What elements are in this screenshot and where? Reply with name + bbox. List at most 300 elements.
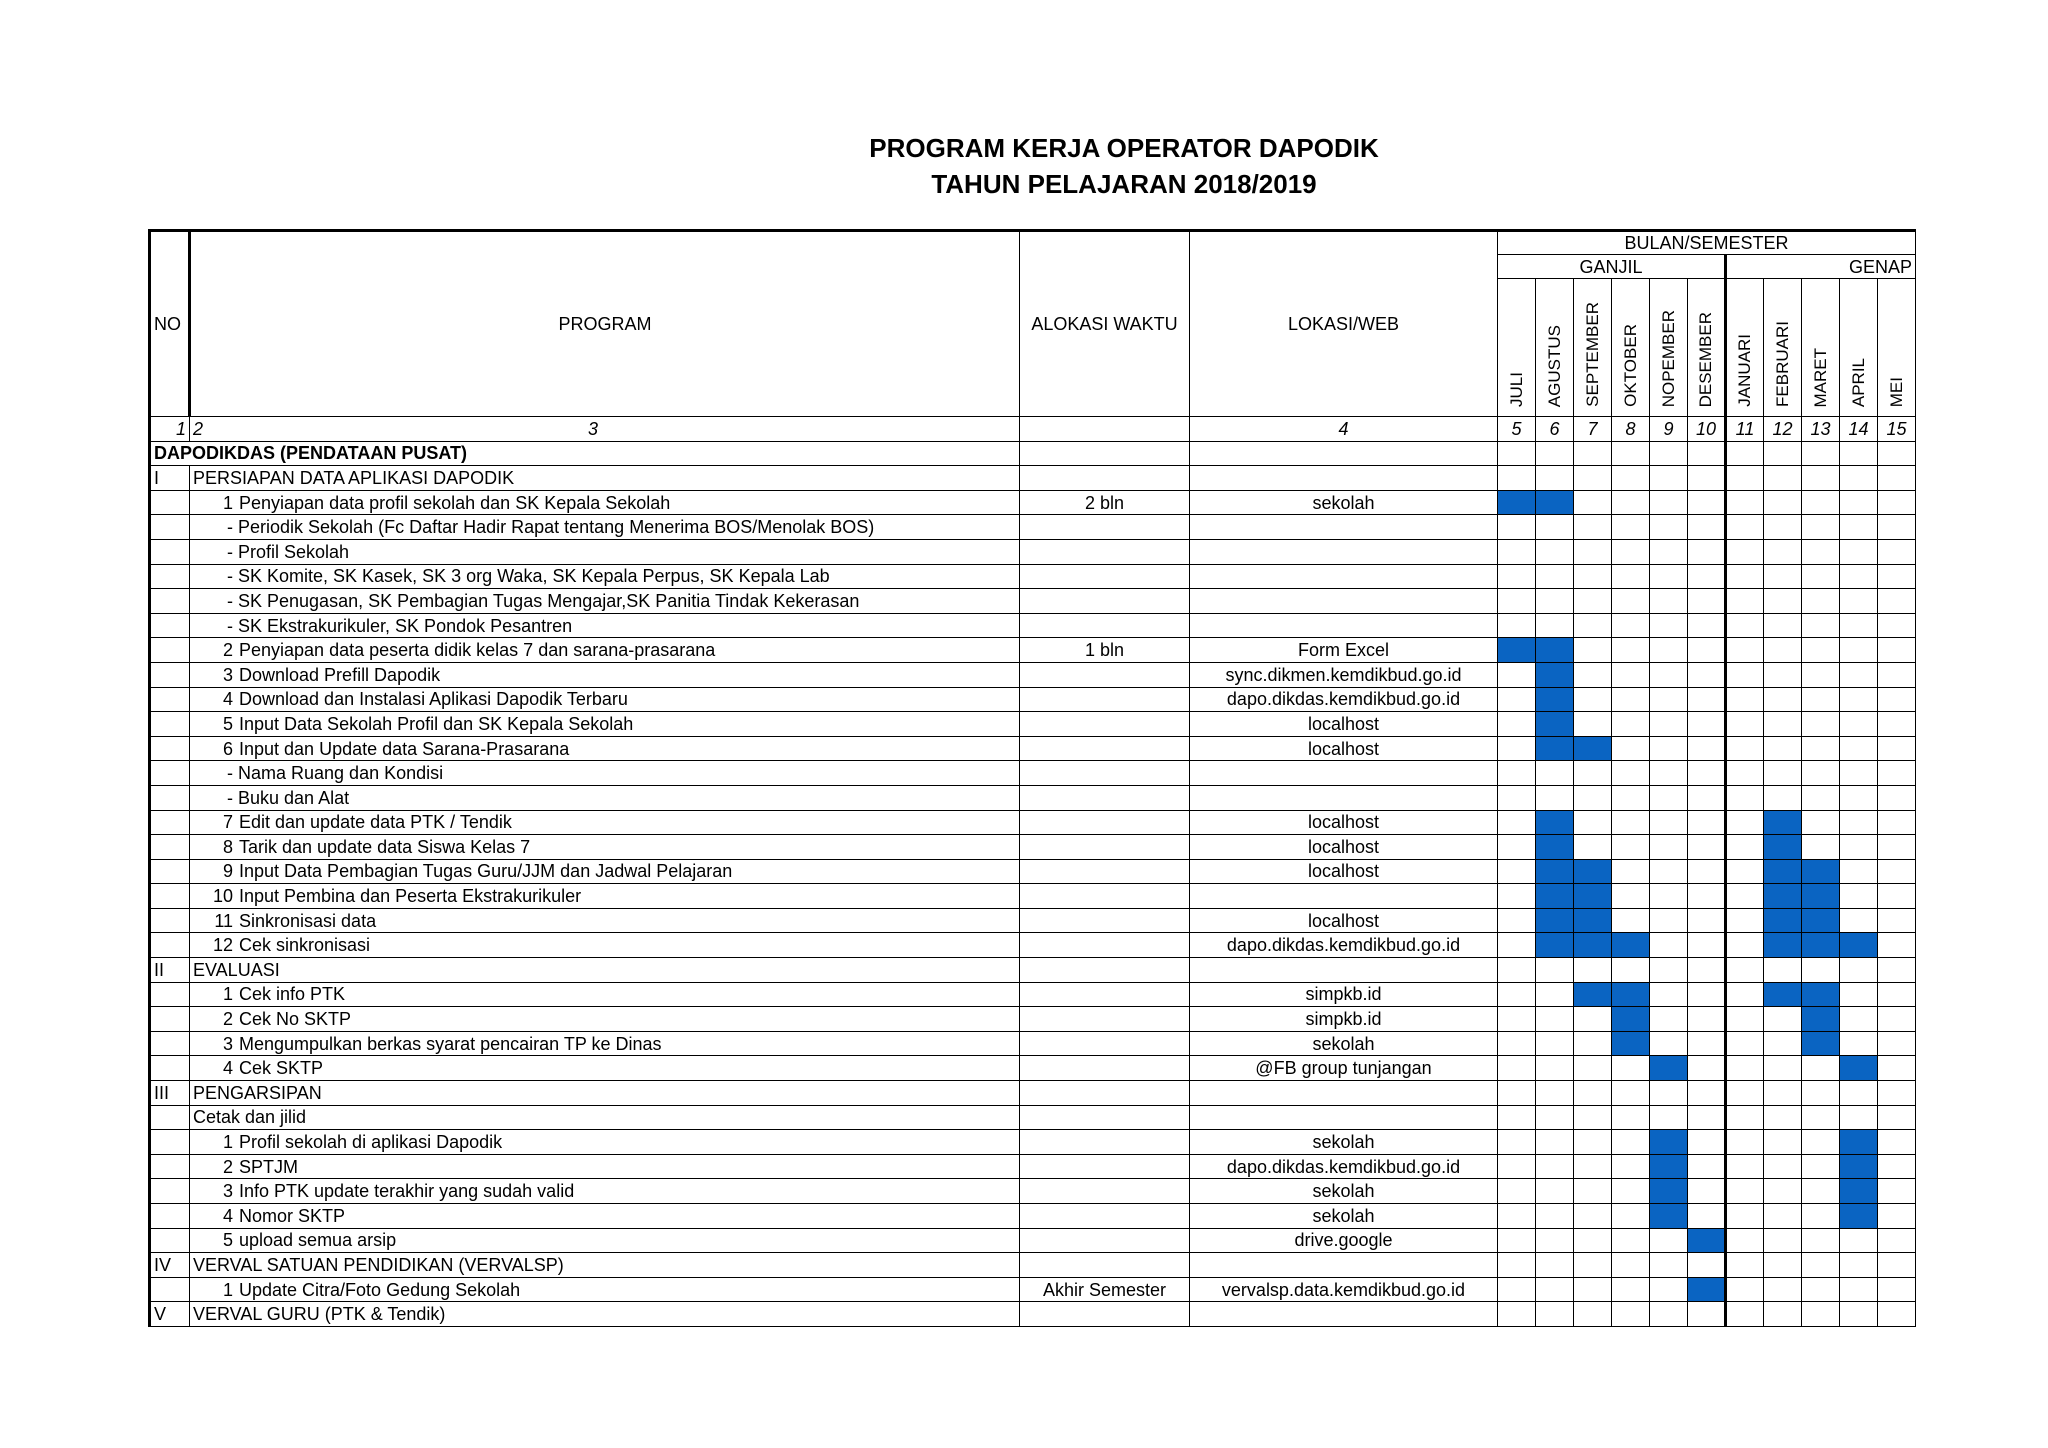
schedule-cell: [1650, 564, 1688, 589]
row-program: [190, 687, 1020, 712]
schedule-cell: [1536, 1277, 1574, 1302]
schedule-cell: [1840, 515, 1878, 540]
month-label: OKTOBER: [1620, 324, 1640, 407]
schedule-cell: [1802, 1056, 1840, 1081]
schedule-cell: [1726, 466, 1764, 491]
sub-item-text: - Periodik Sekolah (Fc Daftar Hadir Rapat tentang Menerima BOS/Menolak BOS): [227, 517, 875, 538]
schedule-cell: [1650, 908, 1688, 933]
schedule-cell: [1726, 1253, 1764, 1278]
schedule-cell: [1612, 687, 1650, 712]
row-alokasi-waktu: [1020, 785, 1190, 810]
row-no: [150, 564, 190, 589]
schedule-cell: [1574, 564, 1612, 589]
schedule-cell: [1878, 1302, 1916, 1327]
schedule-cell: [1498, 662, 1536, 687]
row-program: [190, 1302, 1020, 1327]
item-number: 6: [222, 738, 233, 759]
row-alokasi-waktu: [1020, 441, 1190, 466]
schedule-cell-active: [1650, 1130, 1688, 1155]
schedule-cell-active: [1574, 933, 1612, 958]
table-row: [150, 933, 1916, 958]
row-lokasi-web: [1190, 1081, 1498, 1106]
schedule-cell: [1688, 859, 1726, 884]
row-alokasi-waktu: [1020, 687, 1190, 712]
schedule-cell: [1726, 1130, 1764, 1155]
schedule-cell: [1802, 1105, 1840, 1130]
row-lokasi-web: localhost: [1190, 859, 1498, 884]
schedule-cell: [1688, 539, 1726, 564]
table-row: [150, 638, 1916, 663]
item-number: 5: [222, 1230, 233, 1251]
table-row: [150, 761, 1916, 786]
schedule-cell: [1878, 1277, 1916, 1302]
table-row: [150, 490, 1916, 515]
schedule-cell: [1840, 1081, 1878, 1106]
schedule-cell: [1498, 1056, 1536, 1081]
month-label: JANUARI: [1735, 334, 1754, 407]
col-number-program: [190, 417, 1020, 442]
schedule-cell: [1536, 1056, 1574, 1081]
table-row: [150, 441, 1916, 466]
table-row: [150, 539, 1916, 564]
schedule-cell: [1498, 884, 1536, 909]
schedule-cell-active: [1688, 1228, 1726, 1253]
table-row: [150, 736, 1916, 761]
schedule-cell: [1726, 1081, 1764, 1106]
row-alokasi-waktu: [1020, 662, 1190, 687]
schedule-cell-active: [1802, 982, 1840, 1007]
row-program: [190, 1081, 1020, 1106]
row-lokasi-web: vervalsp.data.kemdikbud.go.id: [1190, 1277, 1498, 1302]
row-no: [150, 761, 190, 786]
schedule-cell: [1574, 712, 1612, 737]
schedule-cell: [1878, 662, 1916, 687]
schedule-cell: [1650, 1007, 1688, 1032]
row-program: [190, 982, 1020, 1007]
schedule-cell: [1840, 1228, 1878, 1253]
table-row: [150, 662, 1916, 687]
schedule-cell: [1612, 490, 1650, 515]
table-row: [150, 1007, 1916, 1032]
schedule-cell: [1612, 1228, 1650, 1253]
schedule-cell: [1650, 958, 1688, 983]
schedule-cell: [1574, 1056, 1612, 1081]
schedule-cell: [1726, 859, 1764, 884]
item-text: upload semua arsip: [239, 1230, 397, 1251]
schedule-cell: [1802, 564, 1840, 589]
schedule-cell-active: [1802, 908, 1840, 933]
schedule-cell: [1688, 835, 1726, 860]
schedule-cell: [1840, 908, 1878, 933]
schedule-cell: [1764, 1081, 1802, 1106]
schedule-cell: [1688, 958, 1726, 983]
item-text: Cek No SKTP: [239, 1009, 352, 1030]
schedule-cell: [1764, 1130, 1802, 1155]
schedule-cell: [1612, 539, 1650, 564]
schedule-cell: [1498, 1228, 1536, 1253]
schedule-cell-active: [1840, 1130, 1878, 1155]
program-table: [148, 229, 1916, 1327]
row-no: [150, 539, 190, 564]
schedule-cell: [1878, 761, 1916, 786]
row-no: [150, 1031, 190, 1056]
month-label: SEPTEMBER: [1582, 302, 1602, 407]
table-row: [150, 1228, 1916, 1253]
schedule-cell: [1802, 1130, 1840, 1155]
col-number-no: 1: [150, 417, 190, 442]
schedule-cell: [1498, 908, 1536, 933]
item-text: Edit dan update data PTK / Tendik: [239, 812, 512, 833]
schedule-cell: [1726, 490, 1764, 515]
schedule-cell: [1802, 589, 1840, 614]
row-lokasi-web: dapo.dikdas.kemdikbud.go.id: [1190, 1154, 1498, 1179]
schedule-cell-active: [1840, 1154, 1878, 1179]
schedule-cell: [1840, 662, 1878, 687]
schedule-cell: [1536, 958, 1574, 983]
schedule-cell-active: [1764, 859, 1802, 884]
schedule-cell: [1650, 490, 1688, 515]
schedule-cell: [1802, 638, 1840, 663]
schedule-cell: [1840, 1277, 1878, 1302]
schedule-cell: [1650, 785, 1688, 810]
schedule-cell: [1536, 1302, 1574, 1327]
row-alokasi-waktu: [1020, 1056, 1190, 1081]
item-number: 2: [222, 1156, 233, 1177]
item-text: Input Data Pembagian Tugas Guru/JJM dan Jadwal Pelajaran: [239, 861, 733, 882]
schedule-cell-active: [1650, 1056, 1688, 1081]
schedule-cell: [1574, 1277, 1612, 1302]
schedule-cell: [1802, 1154, 1840, 1179]
schedule-cell: [1536, 539, 1574, 564]
schedule-cell: [1688, 1105, 1726, 1130]
schedule-cell: [1764, 1154, 1802, 1179]
row-alokasi-waktu: [1020, 1179, 1190, 1204]
schedule-cell: [1536, 1031, 1574, 1056]
schedule-cell: [1840, 1105, 1878, 1130]
schedule-cell: [1688, 884, 1726, 909]
schedule-cell: [1612, 1081, 1650, 1106]
schedule-cell: [1764, 687, 1802, 712]
schedule-cell: [1498, 1277, 1536, 1302]
item-text: SPTJM: [239, 1156, 299, 1177]
schedule-cell: [1802, 835, 1840, 860]
schedule-cell: [1840, 1007, 1878, 1032]
row-alokasi-waktu: Akhir Semester: [1020, 1277, 1190, 1302]
row-alokasi-waktu: [1020, 1154, 1190, 1179]
item-text: Nomor SKTP: [239, 1205, 346, 1226]
row-alokasi-waktu: [1020, 1105, 1190, 1130]
schedule-cell: [1878, 1179, 1916, 1204]
schedule-cell: [1498, 564, 1536, 589]
schedule-cell-active: [1498, 638, 1536, 663]
schedule-cell: [1688, 1081, 1726, 1106]
table-row: [150, 908, 1916, 933]
schedule-cell: [1536, 1204, 1574, 1229]
schedule-cell: [1878, 958, 1916, 983]
schedule-cell: [1498, 859, 1536, 884]
row-no: [150, 589, 190, 614]
schedule-cell: [1612, 884, 1650, 909]
schedule-cell-active: [1802, 859, 1840, 884]
row-lokasi-web: [1190, 884, 1498, 909]
month-label: NOPEMBER: [1658, 309, 1678, 407]
table-row: [150, 1302, 1916, 1327]
schedule-cell-active: [1802, 933, 1840, 958]
schedule-cell: [1878, 933, 1916, 958]
schedule-cell: [1840, 835, 1878, 860]
row-alokasi-waktu: [1020, 908, 1190, 933]
schedule-cell-active: [1802, 1007, 1840, 1032]
schedule-cell: [1802, 810, 1840, 835]
schedule-cell: [1764, 712, 1802, 737]
schedule-cell: [1498, 1179, 1536, 1204]
item-text: Sinkronisasi data: [239, 910, 377, 931]
schedule-cell: [1726, 761, 1764, 786]
document-subtitle: TAHUN PELAJARAN 2018/2019: [931, 169, 1317, 199]
schedule-cell: [1878, 490, 1916, 515]
schedule-cell: [1726, 441, 1764, 466]
header-bulan-semester: BULAN/SEMESTER: [1498, 231, 1916, 255]
schedule-cell: [1726, 564, 1764, 589]
schedule-cell: [1726, 982, 1764, 1007]
schedule-cell-active: [1764, 982, 1802, 1007]
schedule-cell: [1498, 539, 1536, 564]
row-program: [190, 1228, 1020, 1253]
row-no: I: [150, 466, 190, 491]
schedule-cell: [1840, 638, 1878, 663]
row-no: [150, 859, 190, 884]
row-no: [150, 662, 190, 687]
row-lokasi-web: dapo.dikdas.kemdikbud.go.id: [1190, 933, 1498, 958]
schedule-cell: [1878, 810, 1916, 835]
schedule-cell: [1878, 515, 1916, 540]
row-program: [190, 712, 1020, 737]
schedule-cell: [1764, 1302, 1802, 1327]
row-lokasi-web: drive.google: [1190, 1228, 1498, 1253]
schedule-cell: [1536, 613, 1574, 638]
schedule-cell: [1726, 687, 1764, 712]
row-no: [150, 785, 190, 810]
schedule-cell: [1574, 1007, 1612, 1032]
schedule-cell: [1726, 539, 1764, 564]
schedule-cell: [1650, 441, 1688, 466]
schedule-cell: [1650, 712, 1688, 737]
row-no: [150, 1007, 190, 1032]
row-alokasi-waktu: [1020, 1130, 1190, 1155]
col-number-month: 11: [1726, 417, 1764, 442]
row-no: [150, 835, 190, 860]
row-alokasi-waktu: [1020, 958, 1190, 983]
item-number: 5: [222, 713, 233, 734]
row-no: II: [150, 958, 190, 983]
schedule-cell: [1726, 1007, 1764, 1032]
row-no: [150, 1228, 190, 1253]
schedule-cell: [1612, 1105, 1650, 1130]
schedule-cell-active: [1536, 933, 1574, 958]
item-text: Tarik dan update data Siswa Kelas 7: [239, 836, 531, 857]
row-lokasi-web: [1190, 613, 1498, 638]
schedule-cell: [1840, 1302, 1878, 1327]
schedule-cell-active: [1536, 687, 1574, 712]
schedule-cell-active: [1498, 490, 1536, 515]
col-number-3: 3: [588, 418, 599, 439]
schedule-cell: [1726, 638, 1764, 663]
schedule-cell: [1726, 662, 1764, 687]
month-header-april: [1840, 278, 1878, 416]
schedule-cell: [1878, 908, 1916, 933]
row-program: [190, 1105, 1020, 1130]
item-text: Penyiapan data profil sekolah dan SK Kepala Sekolah: [239, 492, 671, 513]
schedule-cell: [1878, 785, 1916, 810]
schedule-cell: [1498, 933, 1536, 958]
schedule-cell: [1878, 1081, 1916, 1106]
schedule-cell: [1536, 1081, 1574, 1106]
month-label: MARET: [1810, 347, 1830, 407]
item-text: Cek info PTK: [239, 984, 346, 1005]
schedule-cell: [1498, 441, 1536, 466]
schedule-cell-active: [1612, 933, 1650, 958]
schedule-cell-active: [1688, 1277, 1726, 1302]
schedule-cell: [1688, 761, 1726, 786]
schedule-cell: [1878, 859, 1916, 884]
schedule-cell: [1574, 761, 1612, 786]
schedule-cell: [1536, 761, 1574, 786]
schedule-cell: [1536, 466, 1574, 491]
schedule-cell: [1726, 1056, 1764, 1081]
schedule-cell-active: [1650, 1154, 1688, 1179]
schedule-cell: [1688, 712, 1726, 737]
schedule-cell-active: [1574, 859, 1612, 884]
schedule-cell: [1764, 539, 1802, 564]
schedule-cell: [1574, 1253, 1612, 1278]
row-alokasi-waktu: [1020, 810, 1190, 835]
schedule-cell: [1612, 761, 1650, 786]
schedule-cell: [1650, 638, 1688, 663]
month-header-september: [1574, 278, 1612, 416]
sub-item-text: - SK Penugasan, SK Pembagian Tugas Mengajar,SK Panitia Tindak Kekerasan: [227, 590, 860, 611]
row-lokasi-web: localhost: [1190, 835, 1498, 860]
row-no: [150, 687, 190, 712]
row-program: [190, 736, 1020, 761]
schedule-cell: [1536, 1007, 1574, 1032]
col-number-month: 7: [1574, 417, 1612, 442]
schedule-cell: [1840, 466, 1878, 491]
table-row: [150, 1179, 1916, 1204]
schedule-cell: [1650, 736, 1688, 761]
sub-item-text: - SK Komite, SK Kasek, SK 3 org Waka, SK Kepala Perpus, SK Kepala Lab: [227, 566, 830, 587]
table-row: [150, 564, 1916, 589]
row-lokasi-web: simpkb.id: [1190, 982, 1498, 1007]
schedule-cell: [1650, 1031, 1688, 1056]
schedule-cell: [1536, 1130, 1574, 1155]
schedule-cell: [1612, 1277, 1650, 1302]
row-alokasi-waktu: 2 bln: [1020, 490, 1190, 515]
schedule-cell: [1650, 859, 1688, 884]
schedule-cell: [1726, 933, 1764, 958]
schedule-cell: [1612, 613, 1650, 638]
schedule-cell: [1498, 466, 1536, 491]
row-lokasi-web: localhost: [1190, 736, 1498, 761]
schedule-cell: [1802, 441, 1840, 466]
schedule-cell: [1726, 835, 1764, 860]
schedule-cell: [1726, 1179, 1764, 1204]
schedule-cell: [1688, 810, 1726, 835]
schedule-cell: [1612, 785, 1650, 810]
table-row: [150, 982, 1916, 1007]
schedule-cell: [1574, 515, 1612, 540]
schedule-cell: [1498, 1105, 1536, 1130]
row-no: [150, 712, 190, 737]
row-alokasi-waktu: [1020, 539, 1190, 564]
col-number-month: 13: [1802, 417, 1840, 442]
group-title: VERVAL SATUAN PENDIDIKAN (VERVALSP): [193, 1254, 564, 1275]
month-label: APRIL: [1848, 357, 1868, 407]
schedule-cell: [1764, 564, 1802, 589]
schedule-cell: [1764, 1277, 1802, 1302]
item-text: Download dan Instalasi Aplikasi Dapodik Terbaru: [239, 689, 628, 710]
schedule-cell: [1574, 490, 1612, 515]
schedule-cell: [1802, 613, 1840, 638]
schedule-cell: [1612, 1204, 1650, 1229]
item-number: 2: [222, 1009, 233, 1030]
row-lokasi-web: [1190, 1253, 1498, 1278]
row-program: [190, 613, 1020, 638]
schedule-cell: [1574, 662, 1612, 687]
group-title: PERSIAPAN DATA APLIKASI DAPODIK: [193, 467, 515, 488]
schedule-cell: [1764, 1056, 1802, 1081]
schedule-cell-active: [1536, 638, 1574, 663]
header-alokasi-waktu: ALOKASI WAKTU: [1020, 231, 1190, 417]
schedule-cell: [1498, 589, 1536, 614]
schedule-cell: [1574, 785, 1612, 810]
item-text: Mengumpulkan berkas syarat pencairan TP ke Dinas: [239, 1033, 662, 1054]
table-row: [150, 712, 1916, 737]
group-title: EVALUASI: [193, 959, 280, 980]
schedule-cell: [1802, 1302, 1840, 1327]
schedule-cell: [1764, 785, 1802, 810]
schedule-cell: [1802, 1179, 1840, 1204]
item-number: 1: [222, 492, 233, 513]
schedule-cell: [1650, 539, 1688, 564]
schedule-cell-active: [1536, 490, 1574, 515]
schedule-cell: [1536, 589, 1574, 614]
schedule-cell: [1840, 736, 1878, 761]
schedule-cell: [1878, 736, 1916, 761]
item-number: 8: [222, 836, 233, 857]
schedule-cell: [1498, 835, 1536, 860]
schedule-cell: [1612, 589, 1650, 614]
schedule-cell-active: [1612, 982, 1650, 1007]
schedule-cell: [1764, 638, 1802, 663]
row-program: [190, 564, 1020, 589]
schedule-cell: [1764, 1253, 1802, 1278]
schedule-cell: [1574, 1204, 1612, 1229]
schedule-cell: [1498, 982, 1536, 1007]
schedule-cell: [1574, 1105, 1612, 1130]
month-header-februari: [1764, 278, 1802, 416]
item-text: Download Prefill Dapodik: [239, 664, 441, 685]
schedule-cell: [1840, 441, 1878, 466]
item-number: 9: [222, 861, 233, 882]
schedule-cell: [1764, 1105, 1802, 1130]
row-program: [190, 662, 1020, 687]
schedule-cell-active: [1574, 736, 1612, 761]
schedule-cell: [1802, 687, 1840, 712]
item-text: Cek sinkronisasi: [239, 935, 371, 956]
schedule-cell: [1574, 687, 1612, 712]
table-row: [150, 810, 1916, 835]
schedule-cell: [1878, 539, 1916, 564]
